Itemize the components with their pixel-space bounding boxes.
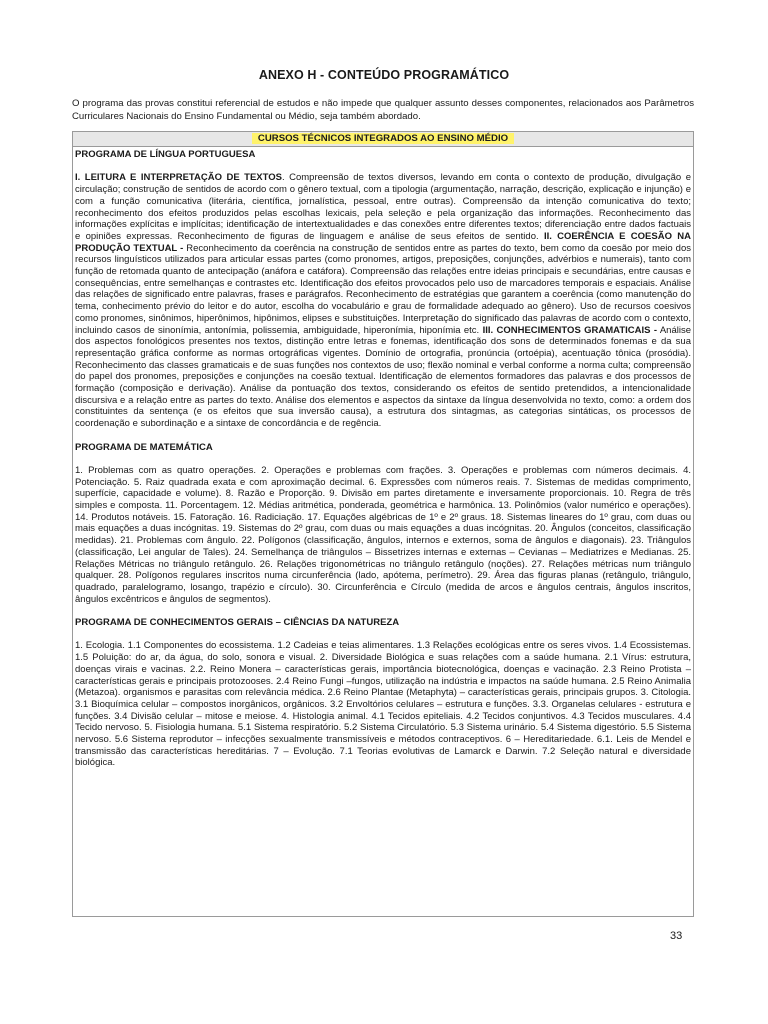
portugues-heading-1: I. LEITURA E INTERPRETAÇÃO DE TEXTOS <box>75 172 282 184</box>
portugues-heading-2: II. COERÊNCIA E COESÃO NA PRODUÇÃO TEXTUAL - <box>75 230 692 254</box>
matematica-text: 1. Problemas com as quatro operações. 2. Operações e problemas com frações. 3. Operações e problemas com números decimais. 4. Potenciação. 5. Raiz quadrada exata e com aproximação decimal. 6. Expressões com números reais. 7. Sistemas de medidas comprimento, superfície, capacidade e volume). 8. Razão e Proporção. 9. Divisão em partes diretamente e inversamente proporcionais. 10. Regra de três simples e composta. 11. Porcentagem. 12. Médias aritmética, ponderada, geométrica e harmônica. 13. Polinômios (valor numérico e operações). 14. Produtos notáveis. 15. Fatoração. 16. Radiciação. 17. Equações algébricas de 1º e 2º graus. 18. Sistemas lineares do 1º grau, com duas ou mais equações a duas incógnitas. 19. Sistemas do 2º grau, com duas ou mais equações a duas incógnitas. 20. Ângulos (conceitos, classificação medidas). 21. Problemas com ângulo. 22. Polígonos (classificação, ângulos, internos e externos, soma de ângulos e diagonais). 23. Triângulos (classificação, Lei angular de Tales). 24. Semelhança de triângulos – Bissetrizes internas e externas – Cevianas – Mediatrizes e Medianas. 25. Relações Métricas no triângulo retângulo. 26. Relações trigonométricas no triângulo retângulo (noções). 27. Relações métricas num triângulo qualquer. 28. Polígonos regulares inscritos numa circunferência (lado, apótema, perímetro). 29. Área das figuras planas (retângulo, triângulo, quadrado, paralelogramo, losango, trapézio e círculo). 30. Circunferência e Círculo (medida de arcos e ângulos centrais, ângulos inscritos, ângulos excêntricos e ângulos de segmentos). <box>75 464 691 605</box>
ciencias-text: 1. Ecologia. 1.1 Componentes do ecossistema. 1.2 Cadeias e teias alimentares. 1.3 Relações ecológicas entre os seres vivos. 1.4 Ecossistemas. 1.5 Poluição: do ar, da água, do solo, sonora e visual. 2. Diversidade Biológica e suas relações com a saúde humana. 2.1 Vírus: estrutura, doenças virais e vacinas. 2.2. Reino Monera – características gerais, importância biotecnológica, doenças e vacinação. 2.3 Reino Protista – características gerais e principais protozooses. 2.4 Reino Fungi –fungos, utilização na indústria e impactos na saúde humana. 2.5 Reino Animalia (Metazoa). organismos e parasitas com relevância médica. 2.6 Reino Plantae (Metaphyta) – características gerais, principais grupos. 3. Citologia. 3.1 Bioquímica celular – compostos inorgânicos, orgânicos. 3.2 Envoltórios celulares – estrutura e funções. 3.3. Organelas celulares - estrutura e funções. 3.4 Divisão celular – mitose e meiose. 4. Histologia animal. 4.1 Tecidos epiteliais. 4.2 Tecidos conjuntivos. 4.3 Tecidos musculares. 4.4 Tecido nervoso. 5. Fisiologia humana. 5.1 Sistema respiratório. 5.2 Sistema Circulatório. 5.3 Sistema urinário. 5.4 Sistema digestório. 5.5 Sistema nervoso. 5.6 Sistema reprodutor – infecções sexualmente transmissíveis e métodos contraceptivos. 6 – Hereditariedade. 6.1. Leis de Mendel e transmissão das características hereditárias. 7 – Evolução. 7.1 Teorias evolutivas de Lamarck e Darwin. 7.2 Seleção natural e diversidade biológica. <box>75 640 691 769</box>
portugues-heading-3: III. CONHECIMENTOS GRAMATICAIS - <box>482 324 657 336</box>
content-table <box>72 131 694 917</box>
table-body <box>73 147 693 769</box>
page-title: ANEXO H - CONTEÚDO PROGRAMÁTICO <box>258 68 510 82</box>
portugues-title: PROGRAMA DE LÍNGUA PORTUGUESA <box>75 149 256 160</box>
portugues-text <box>75 172 691 429</box>
table-header-label: CURSOS TÉCNICOS INTEGRADOS AO ENSINO MÉDIO <box>252 133 514 144</box>
page-number: 33 <box>670 930 683 942</box>
portugues-text-1: . Compreensão de textos diversos, levando em conta o contexto de produção, divulgação e circulação; construção de sentidos de acordo com o gênero textual, com a tipologia (argumentação, narração, descrição, explicação e injunção) e com a função comunicativa (literária, científica, jornalística, pessoal, entre outras). Compreensão da intenção comunicativa do texto; reconhecimento dos efeitos produzidos pelas escolhas lexicais, pela seleção e pela organização das informações. Reconhecimento das informações explícitas e implícitas; identificação de intertextualidades e das conexões entre diferentes textos; diferenciação entre dados factuais e opiniões expressas. Reconhecimento de figuras de linguagem e análise de seus efeitos de sentido. <box>75 172 691 242</box>
table-header <box>73 132 693 147</box>
matematica-title: PROGRAMA DE MATEMÁTICA <box>75 441 213 453</box>
ciencias-title: PROGRAMA DE CONHECIMENTOS GERAIS – CIÊNCIAS DA NATUREZA <box>75 617 400 629</box>
intro-paragraph: O programa das provas constitui referencial de estudos e não impede que qualquer assunto desses componentes, relacionados aos Parâmetros Curriculares Nacionais do Ensino Fundamental ou Médio, seja também abordado. <box>72 98 694 122</box>
portugues-text-3: Análise dos aspectos fonológicos presentes nos textos, distinção entre letras e fonemas, identificação dos sons de determinados fonemas e da sua representação gráfica conforme as normas ortográficas vigentes. Domínio de ortografia, pronúncia (ortoépia), acentuação tônica (prosódia). Reconhecimento das classes gramaticais e de suas funções nos contextos de uso; flexão nominal e verbal conforme a norma culta; compreensão do papel dos pronomes, preposições e conjunções na coesão textual. Identificação de elementos formadores das palavras e dos processos de formação (composição e derivação). Análise da pontuação dos textos, considerando os efeitos de sentido pretendidos, a intencionalidade discursiva e a relação entre as partes do texto. Análise dos elementos e aspectos da sintaxe da língua desenvolvida no texto, como: a ordem dos constituintes da sentença (e os efeitos que sua inversão causa), a estrutura dos sintagmas, as categorias sintáticas, os processos de coordenação e subordinação e a sintaxe de concordância e de regência. <box>75 324 692 430</box>
portugues-text-2: Reconhecimento da coerência na construção de sentidos entre as partes do texto, bem como da coesão por meio dos recursos linguísticos utilizados para articular essas partes (como pronomes, artigos, preposições, conjunções, advérbios e numerais), tanto com função de retomada quanto de antecipação (anáfora e catáfora). Compreensão das relações entre ideias principais e secundárias, entre causas e consequências, entre semelhanças e contrastes etc. Identificação dos efeitos provocados pelo uso de marcadores temporais e espaciais. Análise das relações de significado entre palavras, frases e parágrafos. Reconhecimento de estratégias que garantem a coerência (como manutenção do tema, conhecimento prévio do leitor e do autor, escolha do vocabulário e grau de formalidade adequado ao gênero). Uso de recursos coesivos como pronomes, sinônimos, hiperônimos, hipônimos, elipses e substituições. Interpretação do significado das palavras de acordo com o contexto, incluindo casos de sinonímia, antonímia, polissemia, ambiguidade, hiperonímia, hiponímia etc. <box>75 242 691 336</box>
